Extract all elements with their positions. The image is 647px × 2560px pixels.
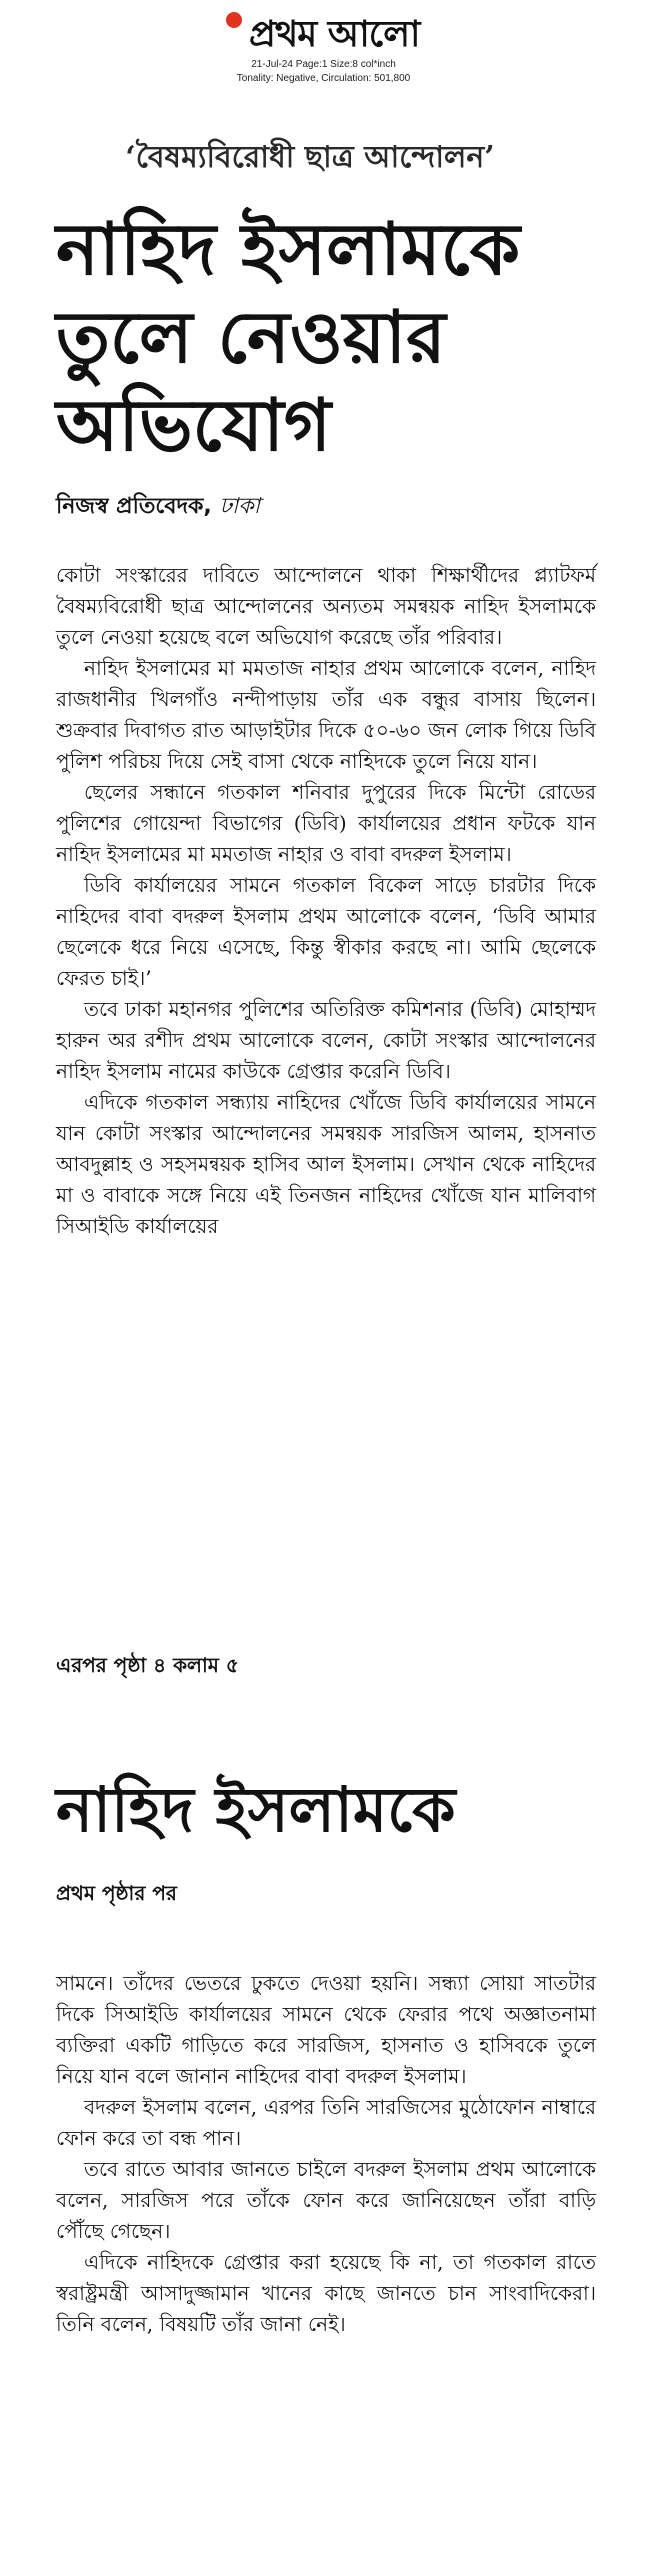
headline-line: তুলে নেওয়ার (56, 294, 446, 379)
article-body (56, 560, 596, 1242)
clipping-tonality-line: Tonality: Negative, Circulation: 501,800 (236, 73, 411, 84)
continuation-body (56, 1968, 596, 2340)
continuation-headline: নাহিদ ইসলামকে (56, 1773, 456, 1846)
headline-line: অভিযোগ (56, 382, 332, 467)
article-headline (56, 205, 616, 469)
body-paragraph: এদিকে নাহিদকে গ্রেপ্তার করা হয়েছে কি না, তা গতকাল রাতে স্বরাষ্ট্রমন্ত্রী আসাদুজ্জামান খানের কাছে জানতে চান সাংবাদিকেরা। তিনি বলেন, বিষয়টি তাঁর জানা নেই। (56, 2250, 596, 2336)
byline-place: ঢাকা (219, 494, 261, 519)
clipping-date-line: 21-Jul-24 Page:1 Size:8 col*inch (251, 59, 396, 70)
continued-from-line: প্রথম পৃষ্ঠার পর (56, 1881, 177, 1905)
logo-text: প্রথম আলো (249, 14, 420, 55)
body-paragraph: বদরুল ইসলাম বলেন, এরপর তিনি সারজিসের মুঠোফোন নাম্বারে ফোন করে তা বন্ধ পান। (56, 2095, 596, 2150)
headline-line: নাহিদ ইসলামকে (56, 206, 520, 291)
newspaper-logo (0, 12, 647, 57)
body-paragraph: তবে রাতে আবার জানতে চাইলে বদরুল ইসলাম প্রথম আলোকে বলেন, সারজিস পরে তাঁকে ফোন করে জানিয়েছেন তাঁরা বাড়ি পৌঁছে গেছেন। (56, 2157, 596, 2243)
body-paragraph: ছেলের সন্ধানে গতকাল শনিবার দুপুরের দিকে মিন্টো রোডের পুলিশের গোয়েন্দা বিভাগের (ডিবি) কার্যালয়ের প্রধান ফটকে যান নাহিদ ইসলামের মা মমতাজ নাহার ও বাবা বদরুল ইসলাম। (56, 780, 596, 866)
sun-icon (226, 12, 242, 28)
body-paragraph: কোটা সংস্কারের দাবিতে আন্দোলনে থাকা শিক্ষার্থীদের প্ল্যাটফর্ম বৈষম্যবিরোধী ছাত্র আন্দোলনের অন্যতম সমন্বয়ক নাহিদ ইসলামকে তুলে নেওয়া হয়েছে বলে অভিযোগ করেছে তাঁর পরিবার। (56, 563, 596, 649)
article-kicker: ‘বৈষম্যবিরোধী ছাত্র আন্দোলন’ (125, 140, 495, 175)
body-paragraph: এদিকে গতকাল সন্ধ্যায় নাহিদের খোঁজে ডিবি কার্যালয়ের সামনে যান কোটা সংস্কার আন্দোলনের সমন্বয়ক সারজিস আলম, হাসনাত আবদুল্লাহ ও সহসমন্বয়ক হাসিব আল ইসলাম। সেখান থেকে নাহিদের মা ও বাবাকে সঙ্গে নিয়ে এই তিনজন নাহিদের খোঁজে যান মালিবাগ সিআইডি কার্যালয়ের (56, 1090, 596, 1238)
byline-author: নিজস্ব প্রতিবেদক, (56, 494, 212, 519)
body-paragraph: সামনে। তাঁদের ভেতরে ঢুকতে দেওয়া হয়নি। সন্ধ্যা সোয়া সাতটার দিকে সিআইডি কার্যালয়ের সামনে থেকে ফেরার পথে অজ্ঞাতনামা ব্যক্তিরা একটি গাড়িতে করে সারজিস, হাসনাত ও হাসিবকে তুলে নিয়ে যান বলে জানান নাহিদের বাবা বদরুল ইসলাম। (56, 1971, 596, 2088)
masthead (0, 12, 647, 85)
body-paragraph: ডিবি কার্যালয়ের সামনে গতকাল বিকেল সাড়ে চারটার দিকে নাহিদের বাবা বদরুল ইসলাম প্রথম আলোকে বলেন, ‘ডিবি আমার ছেলেকে ধরে নিয়ে এসেছে, কিন্তু স্বীকার করছে না। আমি ছেলেকে ফেরত চাই।’ (56, 873, 596, 990)
continued-on-line: এরপর পৃষ্ঠা ৪ কলাম ৫ (56, 1653, 239, 1677)
body-paragraph: নাহিদ ইসলামের মা মমতাজ নাহার প্রথম আলোকে বলেন, নাহিদ রাজধানীর খিলগাঁও নন্দীপাড়ায় তাঁর এক বন্ধুর বাসায় ছিলেন। শুক্রবার দিবাগত রাত আড়াইটার দিকে ৫০-৬০ জন লোক গিয়ে ডিবি পুলিশ পরিচয় দিয়ে সেই বাসা থেকে নাহিদকে তুলে নিয়ে যান। (56, 656, 596, 773)
body-paragraph: তবে ঢাকা মহানগর পুলিশের অতিরিক্ত কমিশনার (ডিবি) মোহাম্মদ হারুন অর রশীদ প্রথম আলোকে বলেন, কোটা সংস্কার আন্দোলনের নাহিদ ইসলাম নামের কাউকে গ্রেপ্তার করেনি ডিবি। (56, 997, 596, 1083)
byline (56, 492, 260, 522)
